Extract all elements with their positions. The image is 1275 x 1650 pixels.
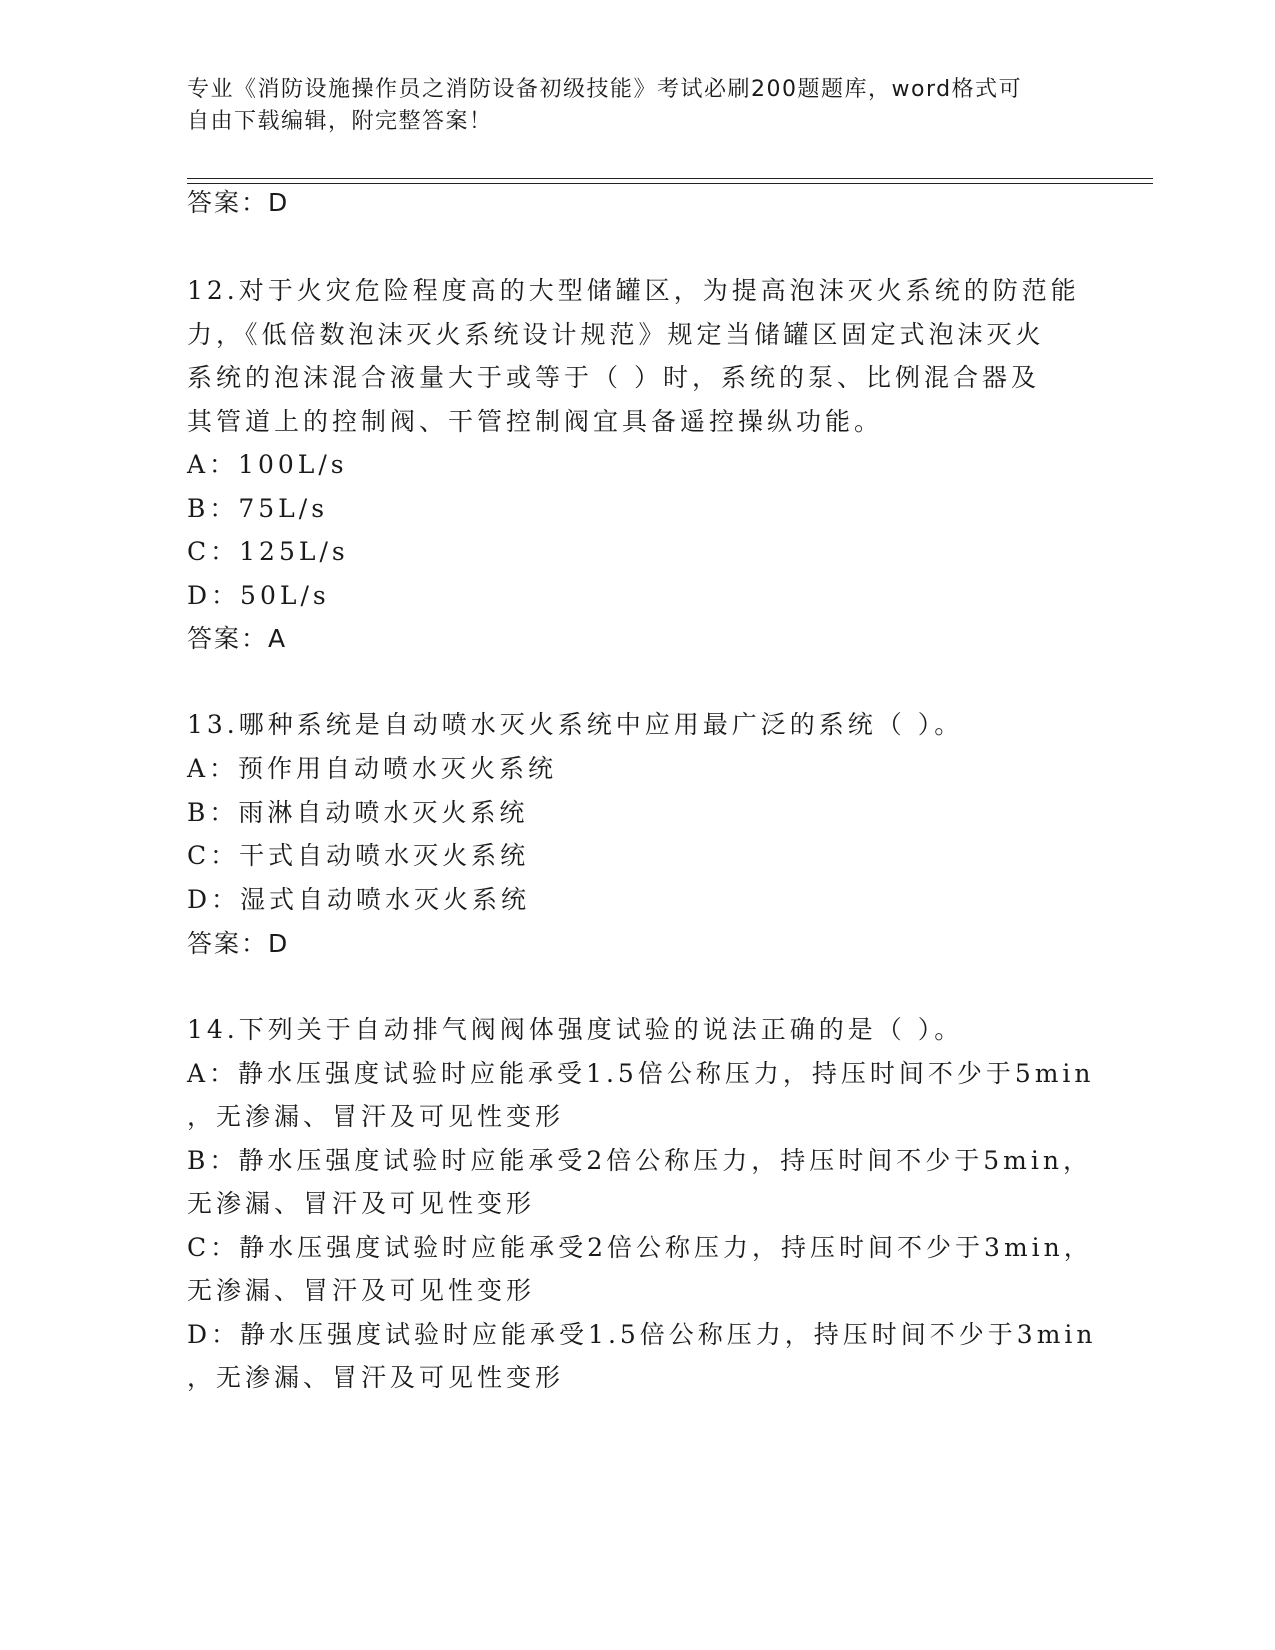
question-12-stem-line-2: 力，《低倍数泡沫灭火系统设计规范》规定当储罐区固定式泡沫灭火 bbox=[187, 320, 1045, 349]
header-divider-bottom bbox=[187, 183, 1153, 184]
question-14-option-d-line-2: ，无渗漏、冒汗及可见性变形 bbox=[187, 1363, 565, 1392]
question-12-stem-line-1: 12.对于火灾危险程度高的大型储罐区，为提高泡沫灭火系统的防范能 bbox=[187, 276, 1080, 305]
question-12-option-b: B：75L/s bbox=[187, 494, 329, 523]
document-header bbox=[187, 74, 1077, 138]
question-13-answer: 答案：D bbox=[187, 929, 290, 958]
question-12-stem-line-3: 系统的泡沫混合液量大于或等于（ ）时，系统的泵、比例混合器及 bbox=[187, 363, 1040, 392]
previous-answer: 答案：D bbox=[187, 188, 290, 217]
question-14-option-b-line-2: 无渗漏、冒汗及可见性变形 bbox=[187, 1189, 536, 1218]
question-14-option-c-line-2: 无渗漏、冒汗及可见性变形 bbox=[187, 1276, 536, 1305]
question-12-stem-line-4: 其管道上的控制阀、干管控制阀宜具备遥控操纵功能。 bbox=[187, 407, 884, 436]
question-12-option-d: D：50L/s bbox=[187, 581, 330, 610]
question-13-option-b: B：雨淋自动喷水灭火系统 bbox=[187, 798, 529, 827]
header-line-1: 专业《消防设施操作员之消防设备初级技能》考试必刷200题题库，word格式可 bbox=[187, 77, 1023, 102]
question-14-option-a-line-1: A：静水压强度试验时应能承受1.5倍公称压力，持压时间不少于5min bbox=[187, 1059, 1095, 1088]
header-divider-top bbox=[187, 178, 1153, 179]
question-14-stem-line-1: 14.下列关于自动排气阀阀体强度试验的说法正确的是（ ）。 bbox=[187, 1015, 964, 1044]
question-14-option-d-line-1: D：静水压强度试验时应能承受1.5倍公称压力，持压时间不少于3min bbox=[187, 1320, 1097, 1349]
question-14-option-b-line-1: B：静水压强度试验时应能承受2倍公称压力，持压时间不少于5min， bbox=[187, 1146, 1092, 1175]
question-12-option-a: A：100L/s bbox=[187, 450, 348, 479]
question-13-stem-line-1: 13.哪种系统是自动喷水灭火系统中应用最广泛的系统（ ）。 bbox=[187, 710, 964, 739]
question-12-option-c: C：125L/s bbox=[187, 537, 349, 566]
question-14-option-a-line-2: ，无渗漏、冒汗及可见性变形 bbox=[187, 1102, 565, 1131]
question-13-option-a: A：预作用自动喷水灭火系统 bbox=[187, 754, 558, 783]
question-13-option-c: C：干式自动喷水灭火系统 bbox=[187, 841, 530, 870]
question-12-answer: 答案：A bbox=[187, 624, 288, 653]
question-13-option-d: D：湿式自动喷水灭火系统 bbox=[187, 885, 531, 914]
header-line-2: 自由下载编辑，附完整答案！ bbox=[187, 109, 493, 134]
question-14-option-c-line-1: C：静水压强度试验时应能承受2倍公称压力，持压时间不少于3min， bbox=[187, 1233, 1093, 1262]
